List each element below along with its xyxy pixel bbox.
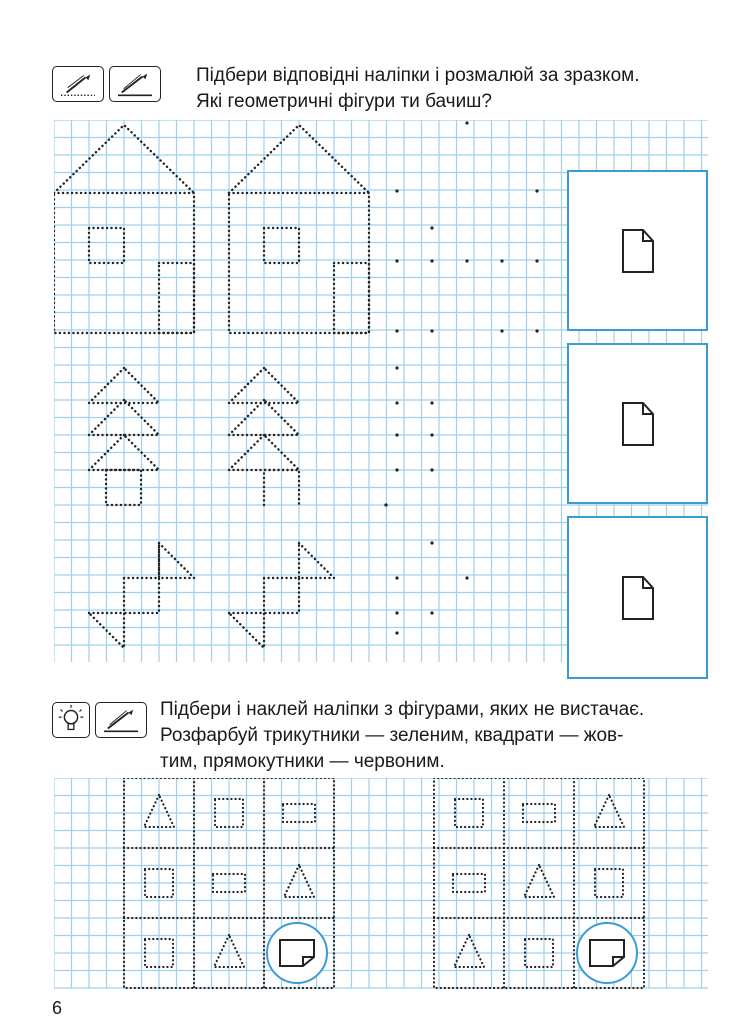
task1-line-2: Які геометричні фігури ти бачиш? [196,91,492,112]
task1-line-1: Підбери відповідні наліпки і розмалюй за зразком. [196,65,640,86]
sticker-page-icon [620,227,656,275]
sticker-slot-fir-tree[interactable] [567,343,708,504]
task2-line-3: тим, прямокутники — червоним. [160,751,445,772]
pencil-ruler-icon [95,702,147,738]
triangle-shape [524,865,554,897]
pencil-writing-icon [52,66,104,102]
sticker-page-icon [587,937,627,969]
lightbulb-icon [52,702,90,738]
task1-instruction [196,63,640,115]
sticker-page-icon [277,937,317,969]
fir-tree-dots [384,366,433,506]
task1-icons [52,66,161,102]
sticker-page-icon [620,400,656,448]
triangle-shape [454,935,484,967]
triangle-pattern-dots [395,541,468,634]
task2-instruction [160,697,644,775]
sticker-slot-table2[interactable] [576,922,638,984]
house-dots [395,121,538,332]
sticker-slot-house[interactable] [567,170,708,331]
sticker-slot-table1[interactable] [266,922,328,984]
task2-icons [52,702,147,738]
page-number: 6 [52,998,63,1018]
sticker-page-icon [620,574,656,622]
task2-line-1: Підбери і наклей наліпки з фігурами, яких не вистачає. [160,699,645,720]
sticker-slot-triangles[interactable] [567,516,708,679]
triangle-shape [594,795,624,827]
task2-line-2: Розфарбуй трикутники — зеленим, квадрати — жов- [160,725,624,746]
pencil-ruler-icon [109,66,161,102]
